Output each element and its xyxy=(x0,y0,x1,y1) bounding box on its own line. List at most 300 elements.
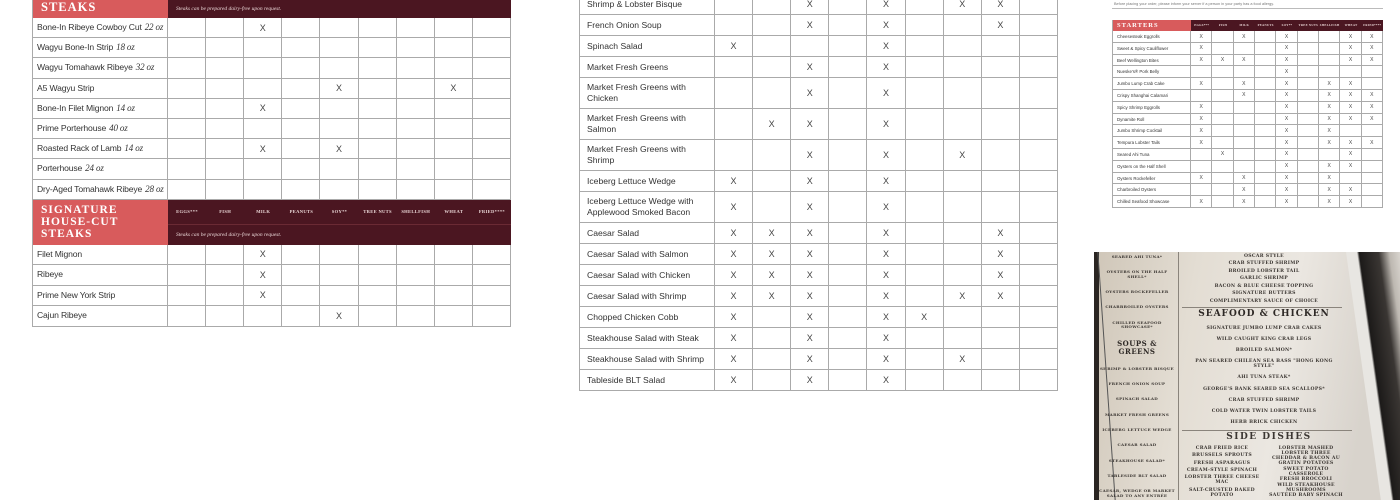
allergen-mark: X xyxy=(730,176,737,186)
allergen-cell xyxy=(1362,137,1383,148)
table-row xyxy=(1113,102,1383,114)
allergen-mark: X xyxy=(1284,139,1289,146)
allergen-mark: X xyxy=(1348,33,1353,40)
allergen-mark: X xyxy=(806,176,813,186)
allergen-cell xyxy=(1276,31,1297,42)
allergen-cell xyxy=(244,265,282,285)
table-row xyxy=(1113,90,1383,102)
menu-line: CRAB STUFFED SHRIMP xyxy=(1228,397,1300,403)
allergen-mark: X xyxy=(806,150,813,160)
item-name-cell xyxy=(580,328,715,348)
item-size: 14 oz xyxy=(116,102,135,113)
allergen-cell xyxy=(1298,114,1319,125)
allergen-mark: X xyxy=(1348,104,1353,111)
allergen-mark: X xyxy=(882,88,889,98)
allergen-cell xyxy=(1319,184,1340,195)
table-row xyxy=(1113,173,1383,185)
table-row xyxy=(1113,43,1383,55)
allergen-mark: X xyxy=(806,333,813,343)
column-label: EGGS*** xyxy=(176,209,198,215)
allergen-cell xyxy=(1298,196,1319,207)
allergen-mark: X xyxy=(1370,33,1374,40)
allergen-cell xyxy=(982,171,1020,191)
allergen-cell xyxy=(982,370,1020,390)
allergen-cell xyxy=(435,286,473,306)
item-name: Wagyu Bone-In Strip xyxy=(37,42,114,53)
allergen-cell xyxy=(1340,125,1361,136)
allergen-cell xyxy=(206,119,244,138)
item-size: 28 oz xyxy=(145,183,164,194)
allergen-cell xyxy=(1255,31,1276,42)
menu-top-section xyxy=(1184,254,1344,304)
allergen-cell xyxy=(1191,78,1212,89)
allergen-cell xyxy=(435,79,473,98)
item-name-cell xyxy=(1113,114,1191,125)
column-label: TREE NUTS xyxy=(1298,23,1319,27)
allergen-mark: X xyxy=(259,143,266,154)
menu-line: FRENCH ONION SOUP xyxy=(1108,380,1166,386)
allergen-mark: X xyxy=(1242,80,1246,87)
allergen-cell xyxy=(359,306,397,326)
menu-line: SHRIMP & LOBSTER BISQUE xyxy=(1099,365,1175,371)
allergen-cell xyxy=(829,140,867,170)
allergen-cell xyxy=(906,370,944,390)
allergen-cell xyxy=(320,38,358,57)
table-row xyxy=(33,180,511,200)
allergen-cell xyxy=(473,18,511,37)
allergen-cell xyxy=(473,306,511,326)
menu-line: SWEET POTATO CASSEROLE xyxy=(1283,466,1329,477)
allergen-mark: X xyxy=(768,270,775,280)
allergen-cell xyxy=(982,109,1020,139)
item-name: Market Fresh Greens with Shrimp xyxy=(587,144,686,165)
allergen-cell xyxy=(168,119,206,138)
allergen-cell xyxy=(867,15,905,35)
allergen-cell xyxy=(1362,184,1383,195)
allergen-cell xyxy=(753,78,791,108)
allergen-mark: X xyxy=(730,291,737,301)
allergen-cell xyxy=(282,18,320,37)
allergen-cell xyxy=(906,265,944,285)
allergen-cell xyxy=(1255,161,1276,172)
allergen-cell xyxy=(473,245,511,265)
menu-line: SEAFOOD & CHICKEN xyxy=(1198,309,1330,319)
item-name-cell xyxy=(33,180,168,199)
allergen-cell xyxy=(829,223,867,243)
table-row xyxy=(1113,137,1383,149)
item-name-cell xyxy=(33,245,168,265)
allergen-mark: X xyxy=(730,270,737,280)
allergen-cell xyxy=(397,180,435,199)
item-name: Roasted Rack of Lamb xyxy=(37,143,122,154)
menu-line: HERB BRICK CHICKEN xyxy=(1230,419,1298,425)
column-label: SOY** xyxy=(1281,23,1293,27)
allergen-cell xyxy=(1212,137,1233,148)
allergen-cell xyxy=(1319,196,1340,207)
menu-line: PAN SEARED CHILEAN SEA BASS "HONG KONG STYLE" xyxy=(1195,359,1333,370)
section-rule xyxy=(1182,307,1342,308)
allergen-cell xyxy=(473,159,511,178)
allergen-cell xyxy=(906,57,944,77)
allergen-cell xyxy=(1255,114,1276,125)
menu-line: LOBSTER THREE CHEESE MAC xyxy=(1184,475,1260,486)
allergen-mark: X xyxy=(1348,92,1353,99)
table-row xyxy=(580,78,1058,109)
allergen-mark: X xyxy=(959,354,966,364)
allergen-cell xyxy=(1020,0,1058,14)
title-line: SIGNATURE xyxy=(41,204,118,217)
menu-line: CREAM-STYLE SPINACH xyxy=(1186,468,1258,474)
allergen-cell xyxy=(1255,149,1276,160)
item-name-cell xyxy=(580,15,715,35)
allergen-cell xyxy=(944,286,982,306)
item-name-cell xyxy=(33,18,168,37)
allergen-cell xyxy=(1340,78,1361,89)
allergen-cell xyxy=(206,139,244,158)
allergen-cell xyxy=(359,79,397,98)
allergen-cell xyxy=(906,307,944,327)
allergen-cell xyxy=(867,36,905,56)
menu-sides-right xyxy=(1266,446,1346,498)
item-name: Caesar Salad with Chicken xyxy=(587,269,691,280)
allergen-cell xyxy=(1234,66,1255,77)
item-name: Crispy Shanghai Calamari xyxy=(1117,92,1169,98)
allergen-cell xyxy=(982,57,1020,77)
menu-line: GEORGE'S BANK SEARED SEA SCALLOPS* xyxy=(1203,386,1325,392)
allergen-mark: X xyxy=(1348,80,1353,87)
allergen-mark: X xyxy=(882,202,889,212)
allergen-cell xyxy=(906,78,944,108)
column-label: SHELLFISH xyxy=(401,209,431,215)
allergen-mark: X xyxy=(959,0,966,9)
item-name-cell xyxy=(33,265,168,285)
allergen-cell xyxy=(1020,15,1058,35)
section-title xyxy=(33,200,168,245)
allergen-cell xyxy=(1340,90,1361,101)
allergen-cell xyxy=(1319,90,1340,101)
allergen-cell xyxy=(282,38,320,57)
allergen-cell xyxy=(1276,125,1297,136)
allergen-cell xyxy=(1255,173,1276,184)
menu-line: FRESH BROCCOLI xyxy=(1279,477,1333,483)
allergen-cell xyxy=(829,328,867,348)
allergen-mark: X xyxy=(1327,198,1331,205)
item-name-cell xyxy=(580,192,715,222)
allergen-cell xyxy=(982,0,1020,14)
item-name-cell xyxy=(580,36,715,56)
allergen-cell xyxy=(1340,137,1361,148)
item-name: Cajun Ribeye xyxy=(37,310,87,321)
allergen-cell xyxy=(1298,161,1319,172)
item-name: Dynamite Roll xyxy=(1117,116,1145,122)
allergen-cell xyxy=(1234,55,1255,66)
allergen-cell xyxy=(1276,184,1297,195)
allergen-cell xyxy=(982,349,1020,369)
allergen-cell xyxy=(1319,55,1340,66)
item-size: 24 oz xyxy=(85,163,104,174)
allergen-cell xyxy=(1340,114,1361,125)
allergen-cell xyxy=(1276,102,1297,113)
allergen-cell xyxy=(753,370,791,390)
allergen-cell xyxy=(867,349,905,369)
allergen-cell xyxy=(1298,43,1319,54)
allergen-cell xyxy=(944,265,982,285)
item-name-cell xyxy=(1113,173,1191,184)
item-name-cell xyxy=(580,109,715,139)
item-name: Tableside BLT Salad xyxy=(587,374,666,385)
allergen-cell xyxy=(829,349,867,369)
allergen-mark: X xyxy=(806,228,813,238)
allergen-cell xyxy=(1298,55,1319,66)
allergen-cell xyxy=(791,15,829,35)
allergen-cell xyxy=(168,286,206,306)
allergen-cell xyxy=(944,244,982,264)
allergen-cell xyxy=(473,286,511,306)
allergen-cell xyxy=(791,328,829,348)
steaks-allergen-table xyxy=(32,0,511,327)
item-name: Caesar Salad with Shrimp xyxy=(587,290,687,301)
allergen-mark: X xyxy=(921,312,928,322)
allergen-cell xyxy=(791,140,829,170)
table-row xyxy=(580,171,1058,192)
allergen-mark: X xyxy=(768,228,775,238)
item-name-cell xyxy=(1113,66,1191,77)
item-name: Chilled Seafood Showcase xyxy=(1117,199,1170,205)
allergen-cell xyxy=(753,109,791,139)
allergen-mark: X xyxy=(1199,45,1203,52)
allergen-cell xyxy=(1340,184,1361,195)
table-row xyxy=(1113,125,1383,137)
allergen-cell xyxy=(867,192,905,222)
allergen-cell xyxy=(473,139,511,158)
allergen-cell xyxy=(1212,125,1233,136)
allergy-notice: Before placing your order, please inform your server if a person in your party has a food allergy. xyxy=(1114,2,1274,6)
allergen-cell xyxy=(1298,102,1319,113)
item-name: Chopped Chicken Cobb xyxy=(587,311,679,322)
allergen-cell xyxy=(906,223,944,243)
allergen-cell xyxy=(1298,31,1319,42)
allergen-cell xyxy=(320,286,358,306)
item-name: Ribeye xyxy=(37,269,63,280)
table-row xyxy=(33,139,511,159)
allergen-mark: X xyxy=(882,228,889,238)
allergen-mark: X xyxy=(997,270,1004,280)
menu-line: WILD CAUGHT KING CRAB LEGS xyxy=(1216,337,1312,343)
table-row xyxy=(33,159,511,179)
allergen-cell xyxy=(282,79,320,98)
allergen-mark: X xyxy=(1348,151,1353,158)
allergen-mark: X xyxy=(1370,104,1374,111)
allergen-cell xyxy=(982,286,1020,306)
allergen-cell xyxy=(829,36,867,56)
allergen-cell xyxy=(715,109,753,139)
allergen-cell xyxy=(944,78,982,108)
allergen-cell xyxy=(435,245,473,265)
column-label: WHEAT xyxy=(1344,23,1358,27)
allergen-cell xyxy=(1298,78,1319,89)
allergen-cell xyxy=(168,58,206,77)
allergen-cell xyxy=(1020,370,1058,390)
table-row xyxy=(1113,55,1383,67)
allergen-mark: X xyxy=(1284,175,1289,182)
allergen-cell xyxy=(944,349,982,369)
table-row xyxy=(33,245,511,266)
menu-left-column xyxy=(1098,255,1176,498)
allergen-cell xyxy=(320,245,358,265)
item-name: Oysters on the Half Shell xyxy=(1117,163,1166,169)
menu-line: CAESAR SALAD xyxy=(1117,442,1157,448)
allergen-mark: X xyxy=(1242,92,1246,99)
allergen-cell xyxy=(397,265,435,285)
allergen-mark: X xyxy=(1327,139,1331,146)
allergen-cell xyxy=(944,36,982,56)
allergen-cell xyxy=(1212,161,1233,172)
item-name: Dry-Aged Tomahawk Ribeye xyxy=(37,183,143,194)
item-name-cell xyxy=(1113,161,1191,172)
allergen-cell xyxy=(359,99,397,118)
item-name: Market Fresh Greens xyxy=(587,61,669,72)
allergen-cell xyxy=(982,265,1020,285)
allergen-cell xyxy=(1191,31,1212,42)
allergen-cell xyxy=(1319,125,1340,136)
item-name-cell xyxy=(580,0,715,14)
table-row xyxy=(580,57,1058,78)
item-name: Iceberg Lettuce Wedge with Applewood Smoked Bacon xyxy=(587,196,694,217)
allergen-cell xyxy=(791,307,829,327)
item-name-cell xyxy=(33,159,168,178)
allergen-cell xyxy=(1340,31,1361,42)
starters-rows xyxy=(1113,31,1383,208)
allergen-cell xyxy=(982,15,1020,35)
allergen-cell xyxy=(867,370,905,390)
column-label: SOY** xyxy=(331,209,348,215)
allergen-mark: X xyxy=(882,62,889,72)
allergen-mark: X xyxy=(997,20,1004,30)
column-label: MILK xyxy=(1239,23,1250,27)
item-name: Steakhouse Salad with Shrimp xyxy=(587,353,705,364)
starters-allergen-table xyxy=(1112,20,1383,208)
allergen-mark: X xyxy=(1327,186,1331,193)
item-name-cell xyxy=(33,99,168,118)
allergen-mark: X xyxy=(806,0,813,9)
allergen-cell xyxy=(829,171,867,191)
allergen-mark: X xyxy=(1199,80,1203,87)
allergen-mark: X xyxy=(997,228,1004,238)
steaks-rows xyxy=(33,18,511,200)
allergen-cell xyxy=(867,78,905,108)
allergen-mark: X xyxy=(882,20,889,30)
item-name: Spicy Shrimp Eggrolls xyxy=(1117,104,1160,110)
allergen-mark: X xyxy=(882,41,889,51)
item-name-cell xyxy=(580,223,715,243)
allergen-cell xyxy=(320,18,358,37)
allergen-cell xyxy=(1362,149,1383,160)
allergen-cell xyxy=(397,79,435,98)
item-name: Charbroiled Oysters xyxy=(1117,187,1157,193)
item-name-cell xyxy=(1113,125,1191,136)
table-row xyxy=(580,265,1058,286)
allergen-mark: X xyxy=(1348,163,1353,170)
allergen-cell xyxy=(867,0,905,14)
item-name-cell xyxy=(580,286,715,306)
allergen-cell xyxy=(982,36,1020,56)
allergen-cell xyxy=(359,265,397,285)
allergen-cell xyxy=(1212,149,1233,160)
allergen-cell xyxy=(1212,184,1233,195)
section-rule xyxy=(1182,430,1352,431)
allergen-cell xyxy=(320,306,358,326)
signature-section-header xyxy=(33,200,511,245)
allergen-cell xyxy=(753,307,791,327)
allergen-cell xyxy=(320,58,358,77)
allergen-mark: X xyxy=(730,312,737,322)
allergen-cell xyxy=(1319,114,1340,125)
item-name-cell xyxy=(33,119,168,138)
allergen-cell xyxy=(829,192,867,222)
allergen-mark: X xyxy=(450,83,457,94)
table-row xyxy=(1113,31,1383,43)
allergen-cell xyxy=(1340,196,1361,207)
allergen-cell xyxy=(1020,36,1058,56)
menu-line: CAESAR, WEDGE OR MARKET SALAD TO ANY ENTRÉE xyxy=(1099,488,1175,498)
allergen-cell xyxy=(359,38,397,57)
menu-line: SAUTÉED BABY SPINACH xyxy=(1269,492,1343,498)
allergen-cell xyxy=(791,57,829,77)
allergen-cell xyxy=(1255,66,1276,77)
allergen-cell xyxy=(244,245,282,265)
allergen-cell xyxy=(1319,149,1340,160)
allergen-cell xyxy=(1020,244,1058,264)
menu-line: OYSTERS ON THE HALF SHELL* xyxy=(1106,269,1168,279)
allergen-cell xyxy=(715,307,753,327)
allergen-cell xyxy=(1276,66,1297,77)
column-divider xyxy=(1178,252,1179,500)
allergen-cell xyxy=(282,99,320,118)
allergen-mark: X xyxy=(997,249,1004,259)
allergen-cell xyxy=(906,244,944,264)
allergen-cell xyxy=(829,286,867,306)
allergen-cell xyxy=(906,349,944,369)
allergen-cell xyxy=(1020,223,1058,243)
allergen-mark: X xyxy=(1284,116,1289,123)
allergen-cell xyxy=(715,349,753,369)
allergen-cell xyxy=(1255,125,1276,136)
item-name-cell xyxy=(33,286,168,306)
table-row xyxy=(1113,149,1383,161)
item-name-cell xyxy=(580,307,715,327)
allergen-cell xyxy=(244,286,282,306)
allergen-cell xyxy=(982,192,1020,222)
allergen-cell xyxy=(1319,173,1340,184)
allergen-mark: X xyxy=(882,270,889,280)
item-name: Seared Ahi Tuna xyxy=(1117,151,1150,157)
allergen-mark: X xyxy=(959,291,966,301)
allergen-mark: X xyxy=(1199,33,1203,40)
allergen-mark: X xyxy=(1348,186,1353,193)
allergen-cell xyxy=(715,171,753,191)
allergen-mark: X xyxy=(1284,127,1289,134)
allergen-cell xyxy=(944,57,982,77)
menu-line: SALT-CRUSTED BAKED POTATO xyxy=(1189,487,1255,498)
allergen-mark: X xyxy=(259,290,266,301)
allergen-mark: X xyxy=(1348,139,1353,146)
item-name-cell xyxy=(1113,43,1191,54)
allergen-cell xyxy=(397,286,435,306)
allergen-cell xyxy=(829,265,867,285)
allergen-cell xyxy=(206,58,244,77)
allergen-cell xyxy=(1191,102,1212,113)
item-name: Bone-In Filet Mignon xyxy=(37,102,114,113)
